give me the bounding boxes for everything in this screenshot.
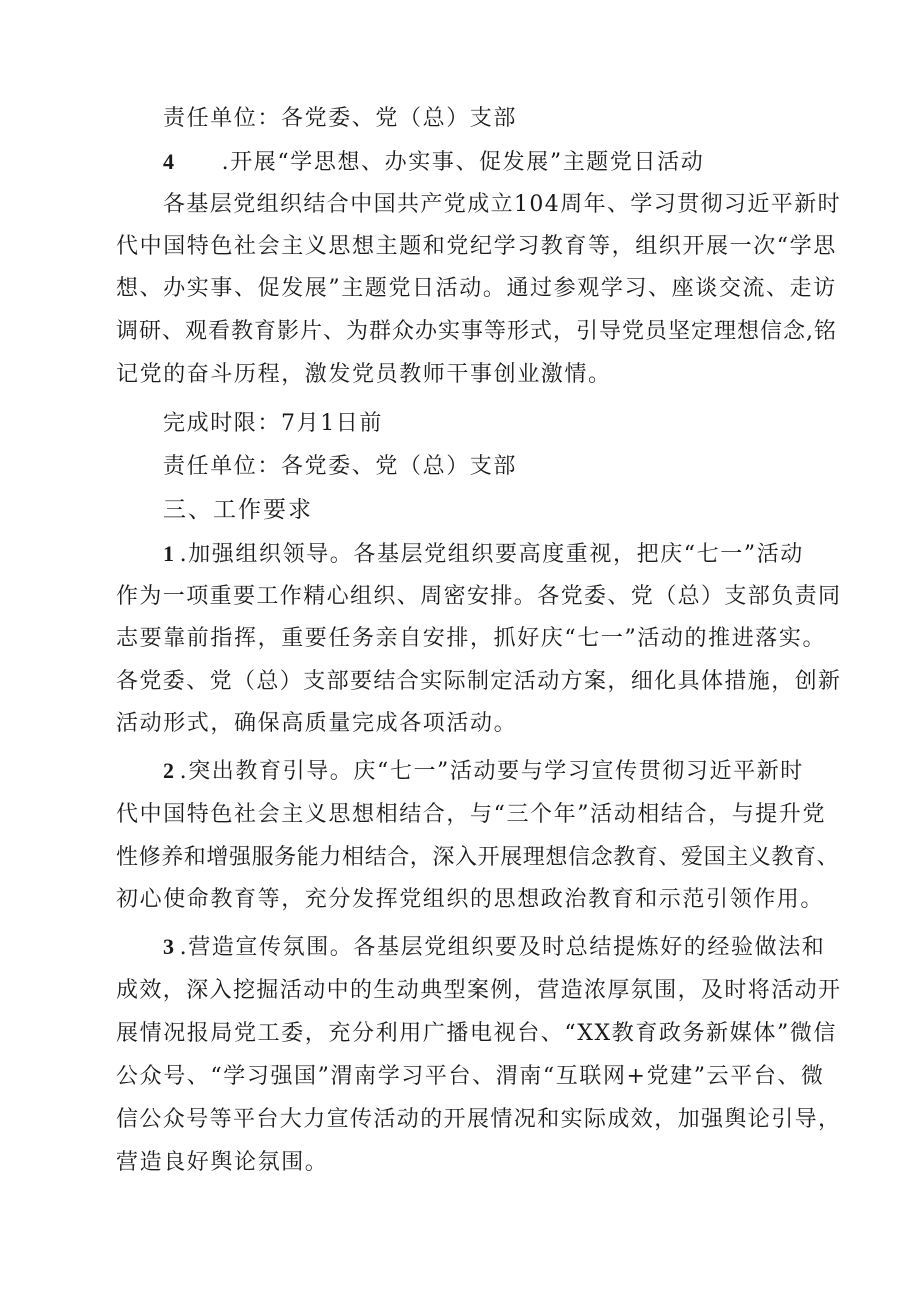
paragraph-line: 志要靠前指挥，重要任务亲自安排，抓好庆“七一”活动的推进落实。 [116, 626, 827, 651]
requirement-text: .加强组织领导。各基层党组织要高度重视，把庆“七一”活动 [179, 542, 804, 567]
paragraph-line: 性修养和增强服务能力相结合，深入开展理想信念教育、爱国主义教育、 [116, 845, 840, 870]
responsible-unit-line: 责任单位：各党委、党（总）支部 [163, 454, 518, 479]
requirement-text: .突出教育引导。庆“七一”活动要与学习宣传贯彻习近平新时 [179, 759, 804, 784]
paragraph-line: 展情况报局党工委，充分利用广播电视台、“XX教育政务新媒体”微信 [116, 1021, 838, 1046]
paragraph-line: 记党的奋斗历程，激发党员教师干事创业激情。 [116, 362, 612, 387]
deadline-line: 完成时限：7月1日前 [163, 411, 383, 436]
item-number: 4 [163, 149, 176, 174]
paragraph-line: 成效，深入挖掘活动中的生动典型案例，营造浓厚氛围，及时将活动开 [116, 978, 842, 1003]
paragraph-line: 初心使命教育等，充分发挥党组织的思想政治教育和示范引领作用。 [116, 887, 825, 912]
requirement-text: .营造宣传氛围。各基层党组织要及时总结提炼好的经验做法和 [179, 935, 826, 960]
paragraph-line: 各基层党组织结合中国共产党成立104周年、学习贯彻习近平新时 [163, 192, 841, 217]
paragraph-line: 公众号、“学习强国”渭南学习平台、渭南“互联网+党建”云平台、微 [116, 1064, 825, 1089]
responsible-unit-line: 责任单位：各党委、党（总）支部 [163, 106, 518, 131]
paragraph-line: 想、办实事、促发展”主题党日活动。通过参观学习、座谈交流、走访 [116, 276, 837, 301]
item-4-heading [163, 147, 704, 178]
requirement-3-line [163, 932, 825, 963]
paragraph-line: 代中国特色社会主义思想主题和党纪学习教育等，组织开展一次“学思 [116, 234, 837, 259]
requirement-2-line [163, 756, 804, 787]
item-number: 3 [163, 934, 176, 959]
paragraph-line: 作为一项重要工作精心组织、周密安排。各党委、党（总）支部负责同 [116, 584, 842, 609]
item-title: .开展“学思想、办实事、促发展”主题党日活动 [221, 150, 705, 175]
paragraph-line: 各党委、党（总）支部要结合实际制定活动方案，细化具体措施，创新 [116, 669, 842, 694]
requirement-1-line [163, 539, 804, 570]
paragraph-line: 营造良好舆论氛围。 [116, 1150, 329, 1175]
section-heading: 三、工作要求 [163, 497, 313, 523]
paragraph-line: 信公众号等平台大力宣传活动的开展情况和实际成效，加强舆论引导， [116, 1107, 842, 1132]
paragraph-line: 活动形式，确保高质量完成各项活动。 [116, 711, 518, 736]
paragraph-line: 代中国特色社会主义思想相结合，与“三个年”活动相结合，与提升党 [116, 802, 827, 827]
item-number: 1 [163, 541, 176, 566]
paragraph-line: 调研、观看教育影片、为群众办实事等形式，引导党员坚定理想信念,铭 [116, 319, 837, 344]
item-number: 2 [163, 758, 176, 783]
